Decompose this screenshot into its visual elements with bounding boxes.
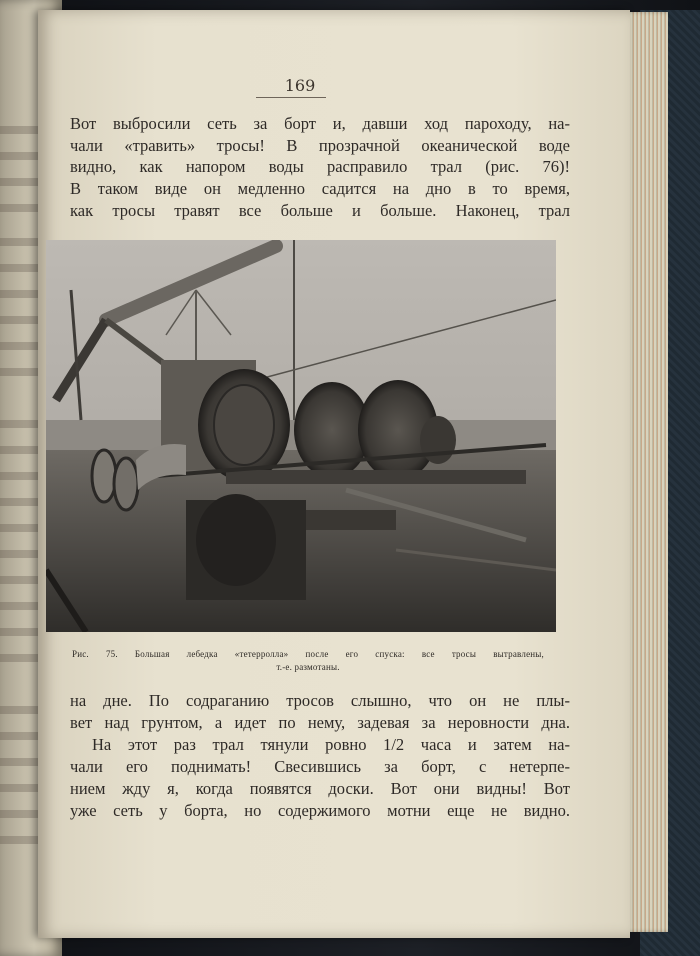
text-line: видно, как напором воды расправило трал (рис. 76)!: [70, 157, 570, 177]
bottom-paragraph: [70, 690, 570, 822]
text-line: чали его поднимать! Свесившись за борт, с нетерпе-: [70, 757, 570, 776]
text-line: уже сеть у борта, но содержимого мотни еще не видно.: [70, 801, 570, 820]
text-line: на дне. По содраганию тросов слышно, что он не плы-: [70, 691, 570, 710]
figure-caption: [72, 648, 544, 674]
page-number-rule: [256, 97, 326, 98]
caption-line: Рис. 75. Большая лебедка «тетерролла» после его спуска: все тросы вытравлены,: [72, 649, 544, 659]
page-number: 169: [284, 76, 316, 95]
deck-winch-photo: [46, 240, 556, 632]
text-line: Вот выбросили сеть за борт и, давши ход пароходу, на-: [70, 114, 570, 133]
text-line: нием жду я, когда появятся доски. Вот они видны! Вот: [70, 779, 570, 798]
text-line: чали «травить» тросы! В прозрачной океанической воде: [70, 135, 570, 155]
text-line: В таком виде он медленно садится на дно в то время,: [70, 179, 570, 199]
deck-winch-photo-drawing: [46, 240, 556, 632]
text-line: На этот раз трал тянули ровно 1/2 часа и затем на-: [92, 735, 570, 754]
top-paragraph: [70, 113, 570, 222]
text-line: вет над грунтом, а идет по нему, задевая за неровности дна.: [70, 713, 570, 732]
caption-line: т.-е. размотаны.: [276, 662, 340, 672]
text-line: как тросы травят все больше и больше. Наконец, трал: [70, 200, 570, 220]
